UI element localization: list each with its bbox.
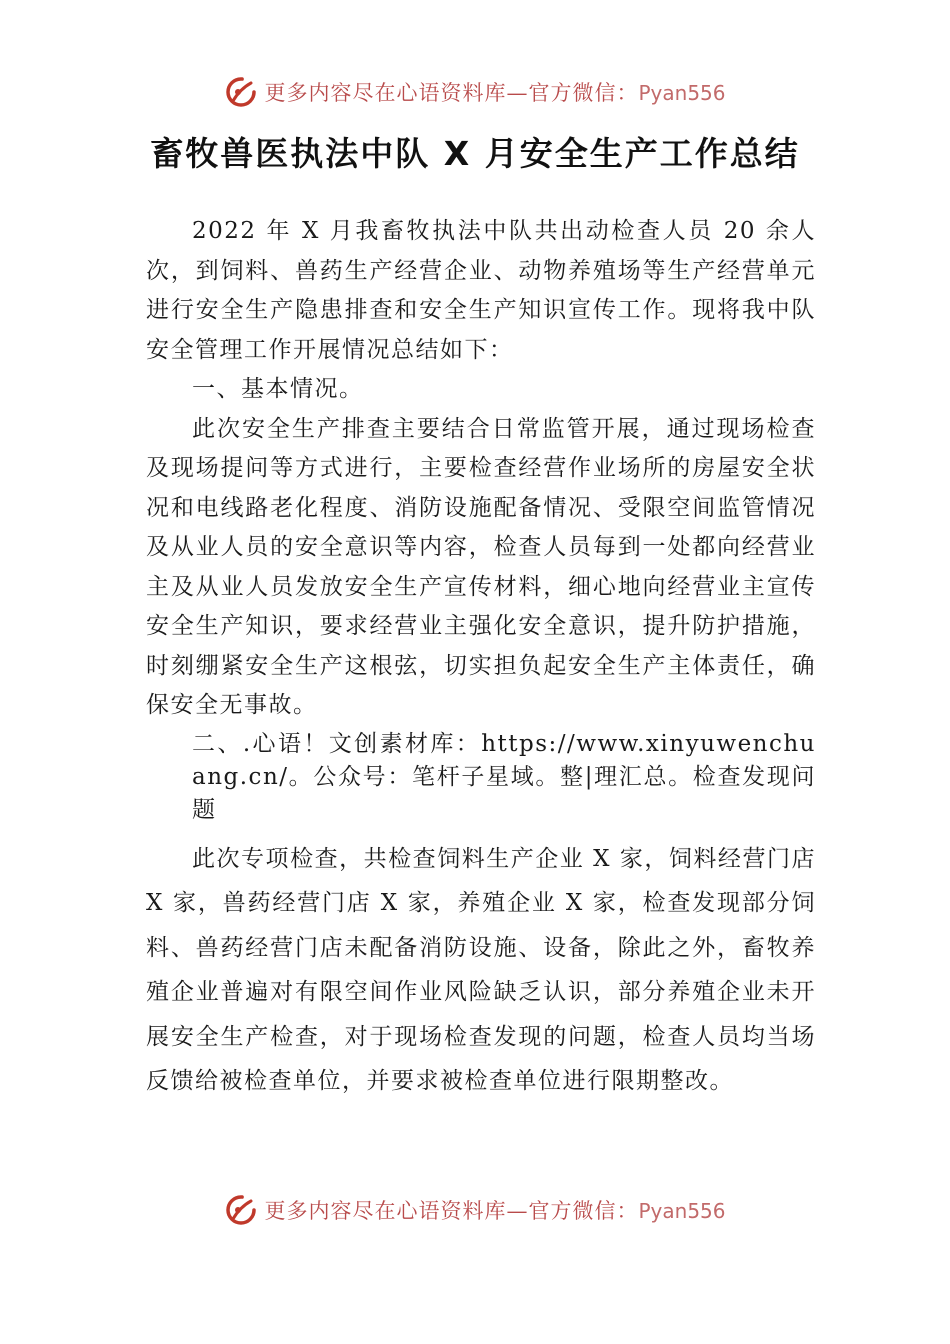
brush-seal-logo-icon — [224, 75, 258, 109]
banner-text: 更多内容尽在心语资料库—官方微信：Pyan556 — [264, 1199, 726, 1223]
brush-seal-logo-icon — [224, 1193, 258, 1227]
footer-banner — [0, 1190, 950, 1230]
document-body — [146, 212, 816, 1104]
section-1-body: 此次安全生产排查主要结合日常监管开展，通过现场检查及现场提问等方式进行，主要检查经营作业场所的房屋安全状况和电线路老化程度、消防设施配备情况、受限空间监管情况及从业人员的安全意识等内容，检查人员每到一处都向经营业主及从业人员发放安全生产宣传材料，细心地向经营业主宣传安全生产知识，要求经营业主强化安全意识，提升防护措施，时刻绷紧安全生产这根弦，切实担负起安全生产主体责任，确保安全无事故。 — [146, 415, 816, 718]
header-banner — [0, 72, 950, 112]
section-1-heading: 一、基本情况。 — [192, 376, 364, 402]
banner-wechat-id: Pyan556 — [638, 81, 726, 105]
section-2-heading: 二、.心语！文创素材库：https://www.xinyuwenchuang.cn/。公众号：笔杆子星域。整|理汇总。检查发现问题 — [192, 730, 816, 823]
banner-text: 更多内容尽在心语资料库—官方微信：Pyan556 — [264, 81, 726, 105]
section-2-body: 此次专项检查，共检查饲料生产企业 X 家，饲料经营门店 X 家，兽药经营门店 X 家，养殖企业 X 家，检查发现部分饲料、兽药经营门店未配备消防设施、设备，除此之外，畜牧养殖企业普遍对有限空间作业风险缺乏认识，部分养殖企业未开展安全生产检查，对于现场检查发现的问题，检查人员均当场反馈给被检查单位，并要求被检查单位进行限期整改。 — [146, 845, 816, 1094]
banner-wechat-id: Pyan556 — [638, 1199, 726, 1223]
intro-paragraph: 2022 年 X 月我畜牧执法中队共出动检查人员 20 余人次，到饲料、兽药生产经营企业、动物养殖场等生产经营单元进行安全生产隐患排查和安全生产知识宣传工作。现将我中队安全管理工作开展情况总结如下： — [146, 218, 816, 363]
document-title: 畜牧兽医执法中队 X 月安全生产工作总结 — [150, 134, 800, 173]
